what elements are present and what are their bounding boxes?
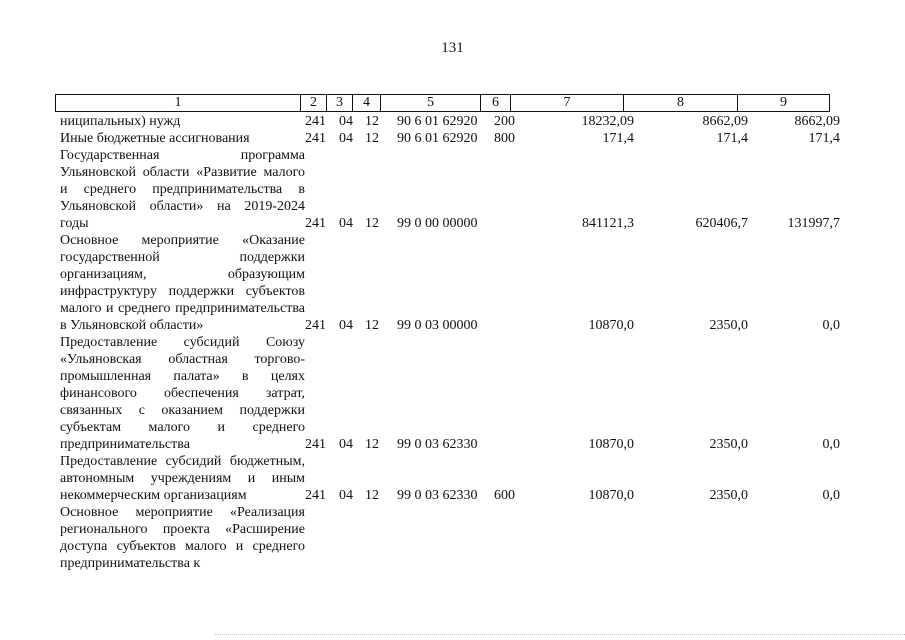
row-code-3: 04 (339, 131, 353, 146)
row-code-4: 12 (365, 131, 379, 146)
table-row (60, 334, 840, 453)
scan-artifact-line (215, 634, 905, 636)
row-code-2: 241 (305, 437, 326, 452)
row-code-2: 241 (305, 131, 326, 146)
row-code-5: 99 0 00 00000 (397, 216, 478, 231)
row-code-5: 90 6 01 62920 (397, 131, 478, 146)
row-code-6 (494, 504, 524, 572)
table-row (60, 113, 840, 130)
table-row (60, 504, 840, 572)
row-value-7: 10870,0 (588, 437, 634, 452)
row-code-3: 04 (339, 114, 353, 129)
row-code-4: 12 (365, 437, 379, 452)
row-value-7: 10870,0 (588, 318, 634, 333)
column-header-table (55, 94, 830, 112)
row-value-9: 0,0 (822, 437, 840, 452)
row-code-6 (494, 334, 524, 453)
row-value-9: 0,0 (822, 488, 840, 503)
row-code-4: 12 (365, 216, 379, 231)
row-code-2: 241 (305, 318, 326, 333)
row-name: Предоставление субсидий Союзу «Ульяновская областная торгово-промышленная палата» в целях финансового обеспечения затрат, связанных с оказанием поддержки субъектам малого и среднего предпринимательства (60, 335, 305, 452)
row-value-7: 171,4 (602, 131, 634, 146)
row-code-4 (365, 504, 397, 572)
row-code-6: 600 (494, 488, 515, 503)
row-value-8: 2350,0 (709, 437, 748, 452)
row-value-9: 131997,7 (787, 216, 840, 231)
row-value-8: 171,4 (716, 131, 748, 146)
row-code-4: 12 (365, 488, 379, 503)
row-code-2: 241 (305, 488, 326, 503)
row-code-6 (494, 147, 524, 232)
row-name: Государственная программа Ульяновской области «Развитие малого и среднего предпринимательства в Ульяновской области» на 2019-2024 годы (60, 148, 305, 231)
column-header: 2 (301, 95, 327, 112)
row-value-8 (634, 504, 748, 572)
column-header: 8 (624, 95, 738, 112)
row-code-3: 04 (339, 488, 353, 503)
column-header: 6 (481, 95, 511, 112)
row-value-7: 18232,09 (581, 114, 634, 129)
row-code-3: 04 (339, 216, 353, 231)
column-header: 7 (511, 95, 624, 112)
row-code-5: 99 0 03 62330 (397, 437, 478, 452)
row-code-3: 04 (339, 437, 353, 452)
table-row (60, 453, 840, 504)
row-name: Основное мероприятие «Оказание государственной поддержки организациям, образующим инфраструктуру поддержки субъектов малого и среднего предпринимательства в Ульяновской области» (60, 233, 305, 333)
row-value-8: 2350,0 (709, 318, 748, 333)
row-name: Предоставление субсидий бюджетным, автономным учреждениям и иным некоммерческим организациям (60, 454, 305, 503)
row-code-5 (397, 504, 494, 572)
row-code-2: 241 (305, 216, 326, 231)
row-value-7: 841121,3 (582, 216, 634, 231)
row-code-4: 12 (365, 318, 379, 333)
page-number: 131 (441, 40, 464, 56)
row-value-9: 8662,09 (794, 114, 840, 129)
row-value-8: 2350,0 (709, 488, 748, 503)
row-value-7 (524, 504, 634, 572)
column-header: 3 (327, 95, 353, 112)
row-name: ниципальных) нужд (60, 114, 181, 129)
column-header: 1 (56, 95, 301, 112)
row-value-9: 171,4 (808, 131, 840, 146)
row-code-5: 99 0 03 00000 (397, 318, 478, 333)
column-header: 9 (738, 95, 830, 112)
row-code-6 (494, 232, 524, 334)
row-code-4: 12 (365, 114, 379, 129)
row-code-5: 90 6 01 62920 (397, 114, 478, 129)
row-value-8: 8662,09 (702, 114, 748, 129)
table-row (60, 147, 840, 232)
row-name: Иные бюджетные ассигнования (60, 131, 250, 146)
row-code-6: 200 (494, 114, 515, 129)
row-value-8: 620406,7 (695, 216, 748, 231)
row-code-6: 800 (494, 131, 515, 146)
row-value-9 (748, 504, 840, 572)
table-row (60, 232, 840, 334)
column-header: 4 (353, 95, 381, 112)
row-code-3 (339, 504, 365, 572)
column-header: 5 (381, 95, 481, 112)
row-value-9: 0,0 (822, 318, 840, 333)
row-name: Основное мероприятие «Реализация регионального проекта «Расширение доступа субъектов малого и среднего предпринимательства к (60, 505, 305, 571)
row-code-2: 241 (305, 114, 326, 129)
row-value-7: 10870,0 (588, 488, 634, 503)
row-code-3: 04 (339, 318, 353, 333)
table-row (60, 130, 840, 147)
row-code-2 (305, 504, 339, 572)
budget-table (60, 113, 840, 572)
row-code-5: 99 0 03 62330 (397, 488, 478, 503)
